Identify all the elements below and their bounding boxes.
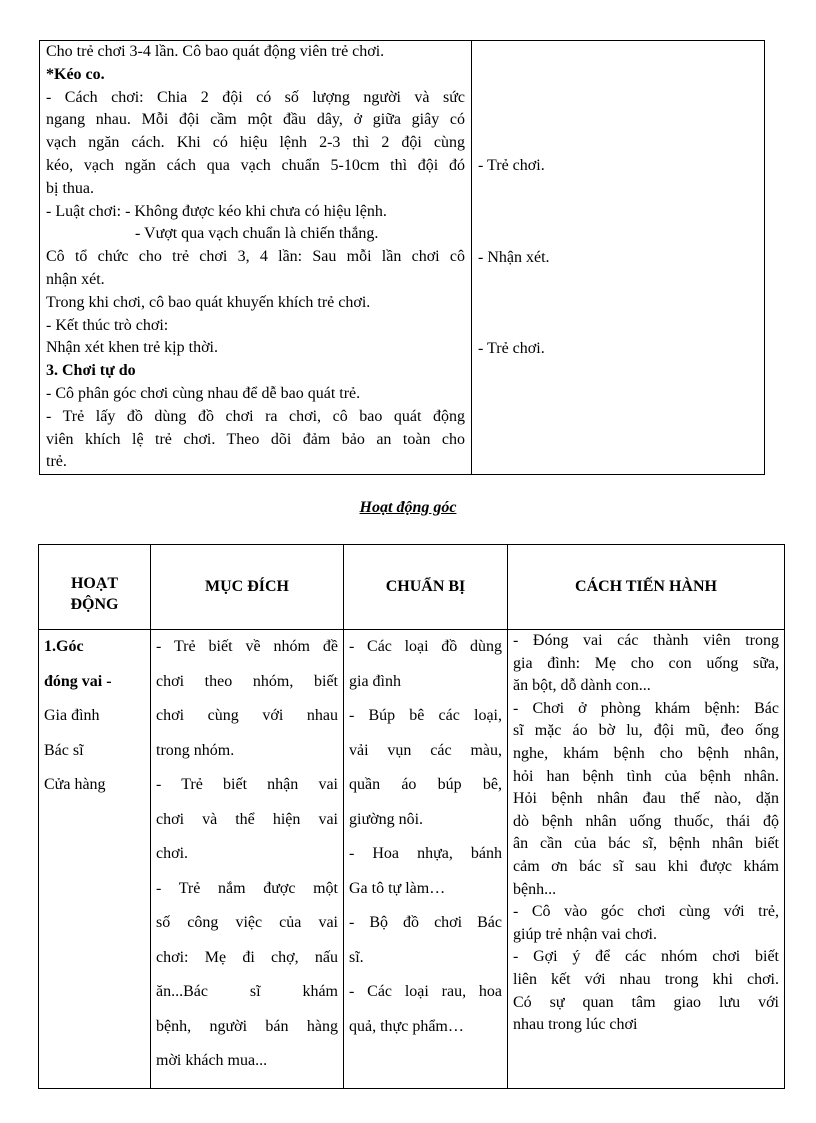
activity-line: đóng vai - xyxy=(44,672,112,690)
method-line: liên kết với nhau trong khi chơi. xyxy=(513,970,779,988)
note-nhan-xet: - Nhận xét. xyxy=(478,249,550,266)
method-line: giúp trẻ nhận vai chơi. xyxy=(513,925,657,943)
prep-line: - Hoa nhựa, bánh xyxy=(349,845,502,862)
purpose-line: bệnh, người bán hàng xyxy=(156,1017,338,1035)
header-line: ĐỘNG xyxy=(70,596,119,613)
child-activity-cell xyxy=(472,41,765,475)
header-cach-tien-hanh: CÁCH TIẾN HÀNH xyxy=(508,545,785,630)
purpose-line: số công việc của vai xyxy=(156,914,338,931)
activity-line: 1.Góc xyxy=(44,638,84,655)
subheading-choi-tu-do: 3. Chơi tự do xyxy=(46,362,136,380)
method-line: - Gợi ý để các nhóm chơi biết xyxy=(513,948,779,966)
method-line: nhau trong lúc chơi xyxy=(513,1016,638,1034)
text-line: Nhận xét khen trẻ kịp thời. xyxy=(46,339,218,357)
purpose-line: chơi. xyxy=(156,845,189,862)
method-line: - Cô vào góc chơi cùng với trẻ, xyxy=(513,903,779,921)
prep-line: quần áo búp bê, xyxy=(349,776,502,793)
section-heading: Hoạt động góc xyxy=(359,499,457,516)
purpose-line: trong nhóm. xyxy=(156,741,235,759)
text-line: Cô tổ chức cho trẻ chơi 3, 4 lần: Sau mỗi lần chơi cô xyxy=(46,248,465,266)
text-line: - Vượt qua vạch chuẩn là chiến thắng. xyxy=(135,225,379,243)
activity-line: Cửa hàng xyxy=(44,776,106,793)
prep-line: - Búp bê các loại, xyxy=(349,707,502,724)
header-chuan-bi: CHUẨN BỊ xyxy=(344,545,508,630)
prep-line: Ga tô tự làm… xyxy=(349,879,446,897)
text-line: kéo, vạch ngăn cách qua vạch chuẩn 5-10cm thì đội đó xyxy=(46,156,465,174)
method-line: Hỏi bệnh nhân đau thế nào, dặn xyxy=(513,790,779,808)
prep-line: quả, thực phẩm… xyxy=(349,1017,464,1035)
method-cell xyxy=(508,630,785,1089)
method-line: nghe, khám bệnh cho bệnh nhân, xyxy=(513,744,779,762)
text-line: - Cô phân góc chơi cùng nhau để dễ bao quát trẻ. xyxy=(46,384,361,402)
prep-line: - Các loại đồ dùng xyxy=(349,638,502,655)
text-line: viên khích lệ trẻ chơi. Theo dõi đảm bảo an toàn cho xyxy=(46,430,465,448)
purpose-line: mời khách mua... xyxy=(156,1052,268,1069)
method-line: sĩ mặc áo bờ lu, đội mũ, đeo ống xyxy=(513,722,779,740)
text-line: - Kết thúc trò chơi: xyxy=(46,316,169,334)
purpose-line: chơi theo nhóm, biết xyxy=(156,672,338,690)
text-line: bị thua. xyxy=(46,179,94,197)
prep-line: - Bộ đồ chơi Bác xyxy=(349,914,502,931)
purpose-line: chơi: Mẹ đi chợ, nấu xyxy=(156,948,338,966)
text-line: nhận xét. xyxy=(46,270,105,288)
preparation-cell xyxy=(344,630,508,1089)
activity-line: Gia đình xyxy=(44,707,100,724)
activity-table xyxy=(39,40,765,475)
prep-line: giường nôi. xyxy=(349,810,424,828)
text-line: - Cách chơi: Chia 2 đội có số lượng người và sức xyxy=(46,88,465,106)
note-tre-choi-2: - Trẻ chơi. xyxy=(478,340,545,357)
method-line: dò bệnh nhân uống thuốc, thái độ xyxy=(513,812,779,830)
purpose-line: ăn...Bác sĩ khám xyxy=(156,983,338,1000)
method-line: hỏi han bệnh tình của bệnh nhân. xyxy=(513,767,779,785)
activity-line: Bác sĩ xyxy=(44,741,84,759)
prep-line: vải vụn các màu, xyxy=(349,741,502,759)
purpose-cell xyxy=(151,630,344,1089)
corner-activity-table xyxy=(38,544,785,1089)
purpose-line: - Trẻ nắm được một xyxy=(156,879,338,897)
header-muc-dich: MỤC ĐÍCH xyxy=(151,545,344,630)
method-line: cảm ơn bác sĩ sau khi được khám xyxy=(513,857,779,875)
method-line: ăn bột, dỗ dành con... xyxy=(513,677,651,695)
text-line: vạch ngăn cách. Khi có hiệu lệnh 2-3 thì 2 đội cùng xyxy=(46,134,465,152)
method-line: ân cần của bác sĩ, bệnh nhân biết xyxy=(513,835,779,853)
prep-line: sĩ. xyxy=(349,948,364,966)
purpose-line: chơi cùng với nhau xyxy=(156,707,338,724)
method-line: Có sự quan tâm giao lưu với xyxy=(513,993,779,1011)
note-tre-choi: - Trẻ chơi. xyxy=(478,157,545,174)
method-line: - Chơi ở phòng khám bệnh: Bác xyxy=(513,699,779,717)
purpose-line: chơi và thể hiện vai xyxy=(156,810,338,828)
method-line: - Đóng vai các thành viên trong xyxy=(513,632,779,649)
text-line: - Trẻ lấy đồ dùng đồ chơi ra chơi, cô bao quát động xyxy=(46,407,465,425)
text-line: trẻ. xyxy=(46,453,67,471)
purpose-line: - Trẻ biết về nhóm đề xyxy=(156,638,338,655)
prep-line: - Các loại rau, hoa xyxy=(349,983,502,1000)
header-line: HOẠT xyxy=(70,575,119,592)
activity-cell xyxy=(39,630,151,1089)
header-hoat-dong xyxy=(39,545,151,630)
method-line: gia đình: Mẹ cho con uống sữa, xyxy=(513,654,779,672)
text-line: Cho trẻ chơi 3-4 lần. Cô bao quát động viên trẻ chơi. xyxy=(46,43,385,60)
text-line: - Luật chơi: - Không được kéo khi chưa có hiệu lệnh. xyxy=(46,202,387,220)
subheading-keo-co: *Kéo co. xyxy=(46,65,105,83)
purpose-line: - Trẻ biết nhận vai xyxy=(156,776,338,793)
method-line: bệnh... xyxy=(513,880,557,898)
activity-description-cell xyxy=(40,41,472,475)
prep-line: gia đình xyxy=(349,672,401,690)
text-line: Trong khi chơi, cô bao quát khuyến khích trẻ chơi. xyxy=(46,293,371,311)
text-line: ngang nhau. Mỗi đội cầm một đầu dây, ở giữa giây có xyxy=(46,111,465,129)
